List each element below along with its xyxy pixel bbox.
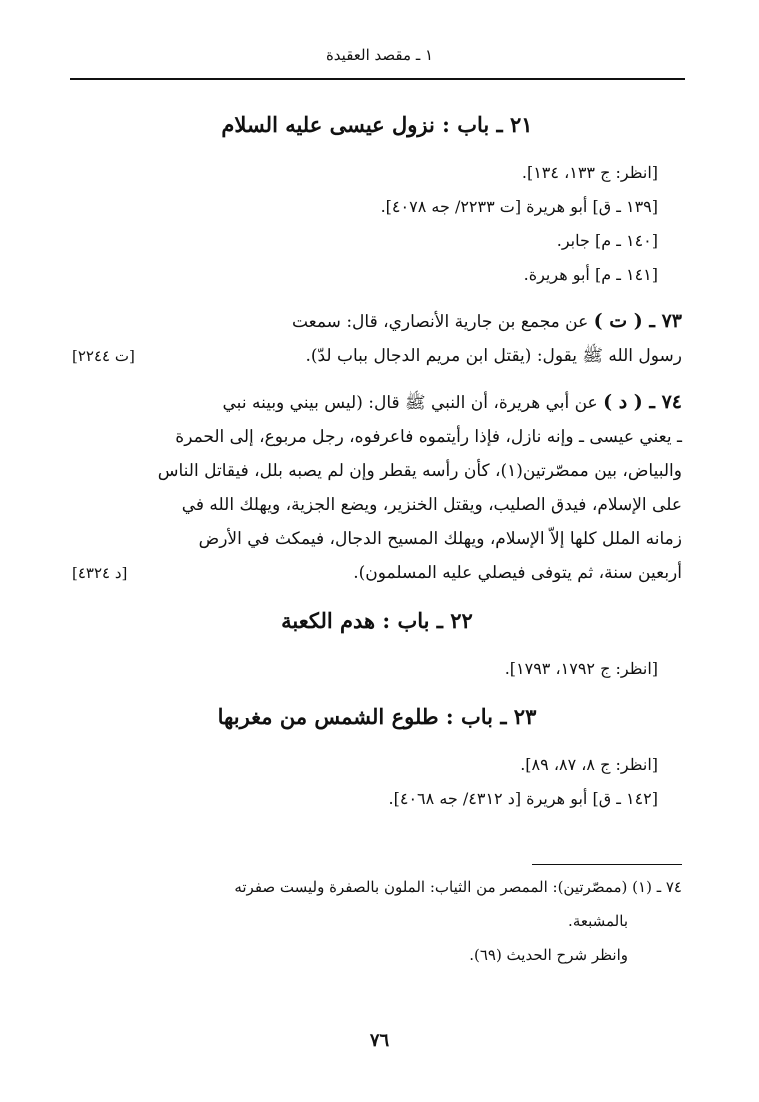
hadith-73-line-1	[72, 304, 682, 339]
hadith-73-text-2: رسول الله ﷺ يقول: (يقتل ابن مريم الدجال بباب لدّ).	[305, 346, 682, 366]
chapter-23-title: ٢٣ ـ باب : طلوع الشمس من مغربها	[217, 704, 537, 729]
page-content	[72, 100, 682, 816]
hadith-74-line-1	[72, 385, 682, 420]
chapter-21-ref-2: [١٣٩ ـ ق] أبو هريرة [ت ٢٢٣٣/ جه ٤٠٧٨].	[380, 197, 658, 216]
hadith-73	[72, 304, 682, 373]
chapter-21-ref-1: [انظر: ج ١٣٣، ١٣٤].	[521, 163, 658, 182]
header-rule	[70, 78, 685, 80]
chapter-22-title: ٢٢ ـ باب : هدم الكعبة	[281, 608, 473, 633]
hadith-74-text-1: عن أبي هريرة، أن النبي ﷺ قال: (ليس بيني وبينه نبي	[222, 393, 598, 413]
hadith-73-text-1: عن مجمع بن جارية الأنصاري، قال: سمعت	[291, 312, 589, 332]
page-number: ٧٦	[369, 1030, 390, 1051]
hadith-74-text-6: أربعين سنة، ثم يتوفى فيصلي عليه المسلمون).	[353, 563, 682, 583]
hadith-74-line-2: ـ يعني عيسى ـ وإنه نازل، فإذا رأيتموه فاعرفوه، رجل مربوع، إلى الحمرة	[175, 427, 682, 447]
footnote-line-2: بالمشبعة.	[568, 912, 628, 930]
running-head: ١ ـ مقصد العقيدة	[325, 46, 434, 64]
footnote-rule	[532, 864, 682, 865]
footnotes	[72, 870, 682, 972]
chapter-21-title: ٢١ ـ باب : نزول عيسى عليه السلام	[221, 112, 533, 137]
footnote-line-1: ٧٤ ـ (١) (ممصّرتين): الممصر من الثياب: الملون بالصفرة وليست صفرته	[234, 878, 682, 896]
chapter-21-ref-4: [١٤١ ـ م] أبو هريرة.	[523, 265, 658, 284]
hadith-74-line-3: والبياض، بين ممصّرتين(١)، كأن رأسه يقطر وإن لم يصبه بلل، فيقاتل الناس	[157, 461, 682, 481]
hadith-74-line-6	[72, 556, 682, 590]
chapter-23-ref-2: [١٤٢ ـ ق] أبو هريرة [د ٤٣١٢/ جه ٤٠٦٨].	[388, 789, 658, 808]
footnote-line-3: وانظر شرح الحديث (٦٩).	[469, 946, 628, 964]
hadith-74	[72, 385, 682, 590]
chapter-22-ref-1: [انظر: ج ١٧٩٢، ١٧٩٣].	[504, 659, 658, 678]
hadith-73-line-2	[72, 339, 682, 373]
hadith-73-citation: [ت ٢٢٤٤]	[72, 347, 135, 365]
hadith-74-citation: [د ٤٣٢٤]	[72, 564, 128, 582]
hadith-74-line-5: زمانه الملل كلها إلاّ الإسلام، ويهلك المسيح الدجال، فيمكث في الأرض	[198, 529, 682, 549]
chapter-23-ref-1: [انظر: ج ٨، ٨٧، ٨٩].	[520, 755, 658, 774]
hadith-74-number: ٧٤ ـ ( د )	[603, 391, 682, 413]
chapter-21-ref-3: [١٤٠ ـ م] جابر.	[556, 231, 658, 250]
hadith-74-line-4: على الإسلام، فيدق الصليب، ويقتل الخنزير، ويضع الجزية، ويهلك الله في	[181, 495, 682, 515]
hadith-73-number: ٧٣ ـ ( ت )	[593, 310, 682, 332]
